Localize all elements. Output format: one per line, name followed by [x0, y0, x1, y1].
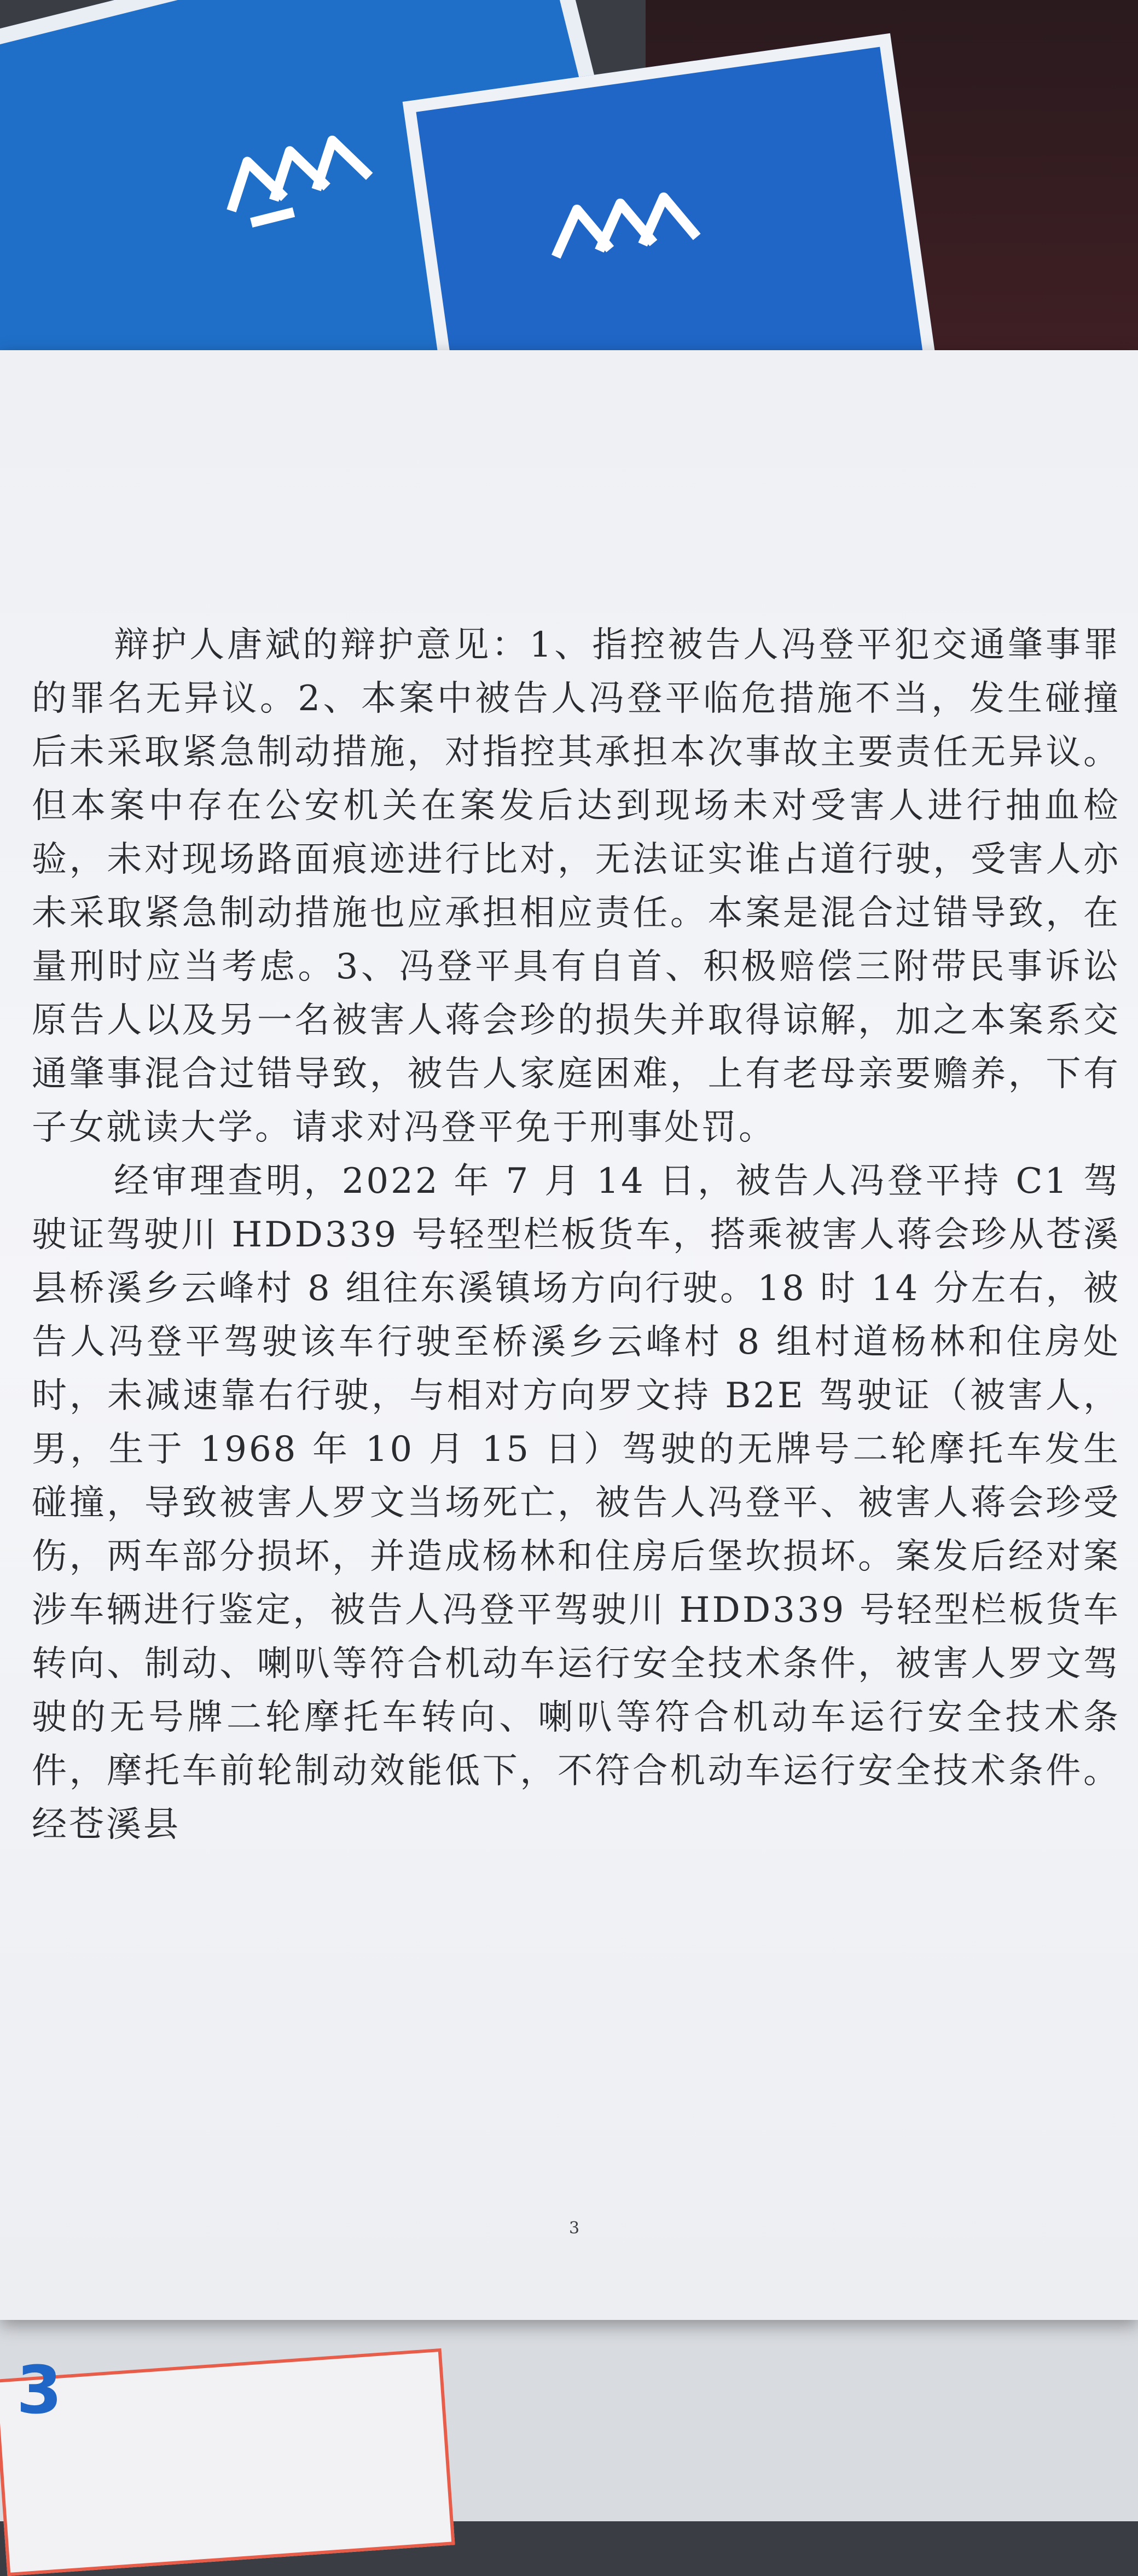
background-card-number: 3 [16, 2353, 62, 2429]
paragraph-defense-opinion: 辩护人唐斌的辩护意见：1、指控被告人冯登平犯交通肇事罪的罪名无异议。2、本案中被告人冯登平临危措施不当，发生碰撞后未采取紧急制动措施，对指控其承担本次事故主要责任无异议。但本案中存在公安机关在案发后达到现场未对受害人进行抽血检验，未对现场路面痕迹进行比对，无法证实谁占道行驶，受害人亦未采取紧急制动措施也应承担相应责任。本案是混合过错导致，在量刑时应当考虑。3、冯登平具有自首、积极赔偿三附带民事诉讼原告人以及另一名被害人蒋会珍的损失并取得谅解，加之本案系交通肇事混合过错导致，被告人家庭困难，上有老母亲要赡养，下有子女就读大学。请求对冯登平免于刑事处罚。 [32, 625, 1120, 1148]
page-number: 3 [569, 2219, 580, 2238]
paragraph-facts-found: 经审理查明，2022 年 7 月 14 日，被告人冯登平持 C1 驾驶证驾驶川 HDD339 号轻型栏板货车，搭乘被害人蒋会珍从苍溪县桥溪乡云峰村 8 组往东溪镇场方向行驶。18 时 14 分左右，被告人冯登平驾驶该车行驶至桥溪乡云峰村 8 组村道杨林和住房处时，未减速靠右行驶，与相对方向罗文持 B2E 驾驶证（被害人，男，生于 1968 年 10 月 15 日）驾驶的无牌号二轮摩托车发生碰撞，导致被害人罗文当场死亡，被告人冯登平、被害人蒋会珍受伤，两车部分损坏，并造成杨林和住房后堡坎损坏。案发后经对案涉车辆进行鉴定，被告人冯登平驾驶川 HDD339 号轻型栏板货车转向、制动、喇叭等符合机动车运行安全技术条件，被害人罗文驾驶的无号牌二轮摩托车转向、喇叭等符合机动车运行安全技术条件，摩托车前轮制动效能低下，不符合机动车运行安全技术条件。经苍溪县 [32, 1161, 1120, 1845]
document-page [0, 350, 1138, 2320]
background-card [0, 2348, 455, 2576]
document-body [32, 618, 1120, 1852]
